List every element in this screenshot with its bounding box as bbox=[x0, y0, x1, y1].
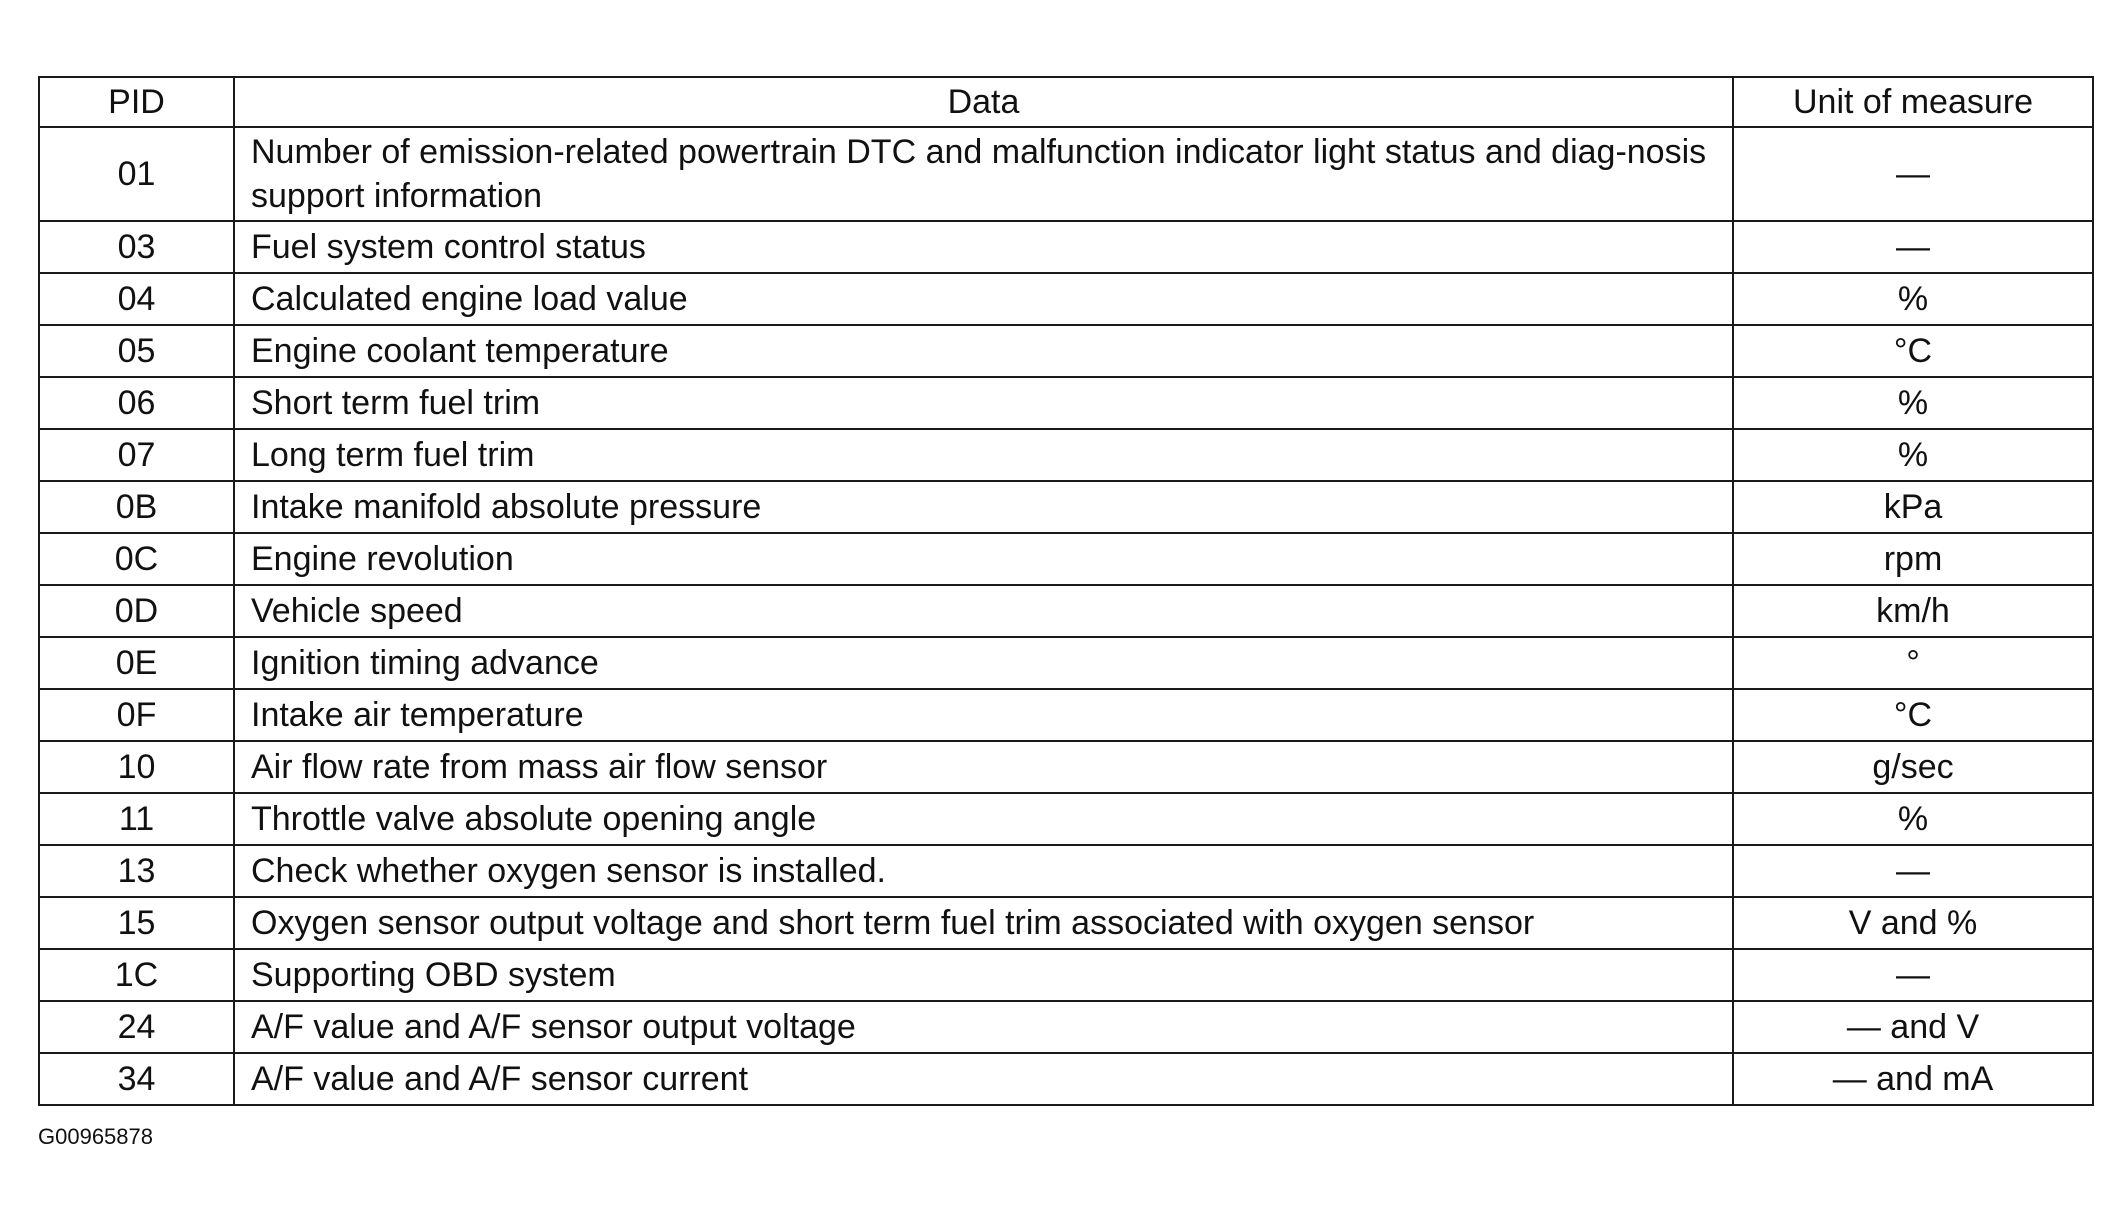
table-row bbox=[39, 689, 2093, 741]
table-row bbox=[39, 533, 2093, 585]
data-cell: Short term fuel trim bbox=[234, 377, 1733, 429]
table-row bbox=[39, 429, 2093, 481]
table-row bbox=[39, 741, 2093, 793]
pid-cell: 34 bbox=[39, 1053, 234, 1105]
unit-cell: °C bbox=[1733, 325, 2093, 377]
data-cell: Intake air temperature bbox=[234, 689, 1733, 741]
pid-cell: 03 bbox=[39, 221, 234, 273]
unit-cell: g/sec bbox=[1733, 741, 2093, 793]
data-cell: Ignition timing advance bbox=[234, 637, 1733, 689]
data-cell: Engine coolant temperature bbox=[234, 325, 1733, 377]
pid-cell: 0B bbox=[39, 481, 234, 533]
data-cell: Intake manifold absolute pressure bbox=[234, 481, 1733, 533]
table-row bbox=[39, 221, 2093, 273]
table-row bbox=[39, 377, 2093, 429]
unit-cell: % bbox=[1733, 377, 2093, 429]
data-cell: Oxygen sensor output voltage and short term fuel trim associated with oxygen sensor bbox=[234, 897, 1733, 949]
pid-cell: 06 bbox=[39, 377, 234, 429]
table-row bbox=[39, 1053, 2093, 1105]
table-row bbox=[39, 585, 2093, 637]
table-row bbox=[39, 897, 2093, 949]
data-cell: Check whether oxygen sensor is installed. bbox=[234, 845, 1733, 897]
header-row bbox=[39, 77, 2093, 127]
unit-cell: — bbox=[1733, 221, 2093, 273]
unit-cell: ° bbox=[1733, 637, 2093, 689]
pid-cell: 1C bbox=[39, 949, 234, 1001]
data-cell: Supporting OBD system bbox=[234, 949, 1733, 1001]
table-row bbox=[39, 637, 2093, 689]
pid-cell: 0D bbox=[39, 585, 234, 637]
pid-cell: 11 bbox=[39, 793, 234, 845]
pid-cell: 0E bbox=[39, 637, 234, 689]
data-cell: Vehicle speed bbox=[234, 585, 1733, 637]
unit-cell: — bbox=[1733, 949, 2093, 1001]
table-row bbox=[39, 273, 2093, 325]
unit-cell: — bbox=[1733, 127, 2093, 221]
table-body bbox=[39, 127, 2093, 1105]
header-unit: Unit of measure bbox=[1733, 77, 2093, 127]
pid-cell: 07 bbox=[39, 429, 234, 481]
data-cell: A/F value and A/F sensor output voltage bbox=[234, 1001, 1733, 1053]
table-row bbox=[39, 1001, 2093, 1053]
unit-cell: — bbox=[1733, 845, 2093, 897]
pid-cell: 0F bbox=[39, 689, 234, 741]
unit-cell: °C bbox=[1733, 689, 2093, 741]
table-row bbox=[39, 481, 2093, 533]
figure-id: G00965878 bbox=[38, 1124, 153, 1149]
unit-cell: % bbox=[1733, 273, 2093, 325]
pid-table bbox=[38, 76, 2094, 1106]
unit-cell: % bbox=[1733, 793, 2093, 845]
table-header bbox=[39, 77, 2093, 127]
data-cell: Long term fuel trim bbox=[234, 429, 1733, 481]
table-row bbox=[39, 127, 2093, 221]
data-cell: Fuel system control status bbox=[234, 221, 1733, 273]
unit-cell: km/h bbox=[1733, 585, 2093, 637]
table-row bbox=[39, 793, 2093, 845]
table-row bbox=[39, 325, 2093, 377]
table-row bbox=[39, 949, 2093, 1001]
pid-cell: 10 bbox=[39, 741, 234, 793]
unit-cell: — and V bbox=[1733, 1001, 2093, 1053]
data-cell: Air flow rate from mass air flow sensor bbox=[234, 741, 1733, 793]
data-cell: Throttle valve absolute opening angle bbox=[234, 793, 1733, 845]
pid-cell: 15 bbox=[39, 897, 234, 949]
unit-cell: — and mA bbox=[1733, 1053, 2093, 1105]
data-cell: Engine revolution bbox=[234, 533, 1733, 585]
data-cell: Number of emission-related powertrain DTC and malfunction indicator light status and diag-nosis support information bbox=[234, 127, 1733, 221]
pid-cell: 13 bbox=[39, 845, 234, 897]
unit-cell: kPa bbox=[1733, 481, 2093, 533]
pid-cell: 01 bbox=[39, 127, 234, 221]
data-cell: A/F value and A/F sensor current bbox=[234, 1053, 1733, 1105]
pid-cell: 05 bbox=[39, 325, 234, 377]
pid-cell: 0C bbox=[39, 533, 234, 585]
unit-cell: rpm bbox=[1733, 533, 2093, 585]
unit-cell: V and % bbox=[1733, 897, 2093, 949]
data-cell: Calculated engine load value bbox=[234, 273, 1733, 325]
table-row bbox=[39, 845, 2093, 897]
header-data: Data bbox=[234, 77, 1733, 127]
header-pid: PID bbox=[39, 77, 234, 127]
pid-cell: 04 bbox=[39, 273, 234, 325]
unit-cell: % bbox=[1733, 429, 2093, 481]
pid-cell: 24 bbox=[39, 1001, 234, 1053]
